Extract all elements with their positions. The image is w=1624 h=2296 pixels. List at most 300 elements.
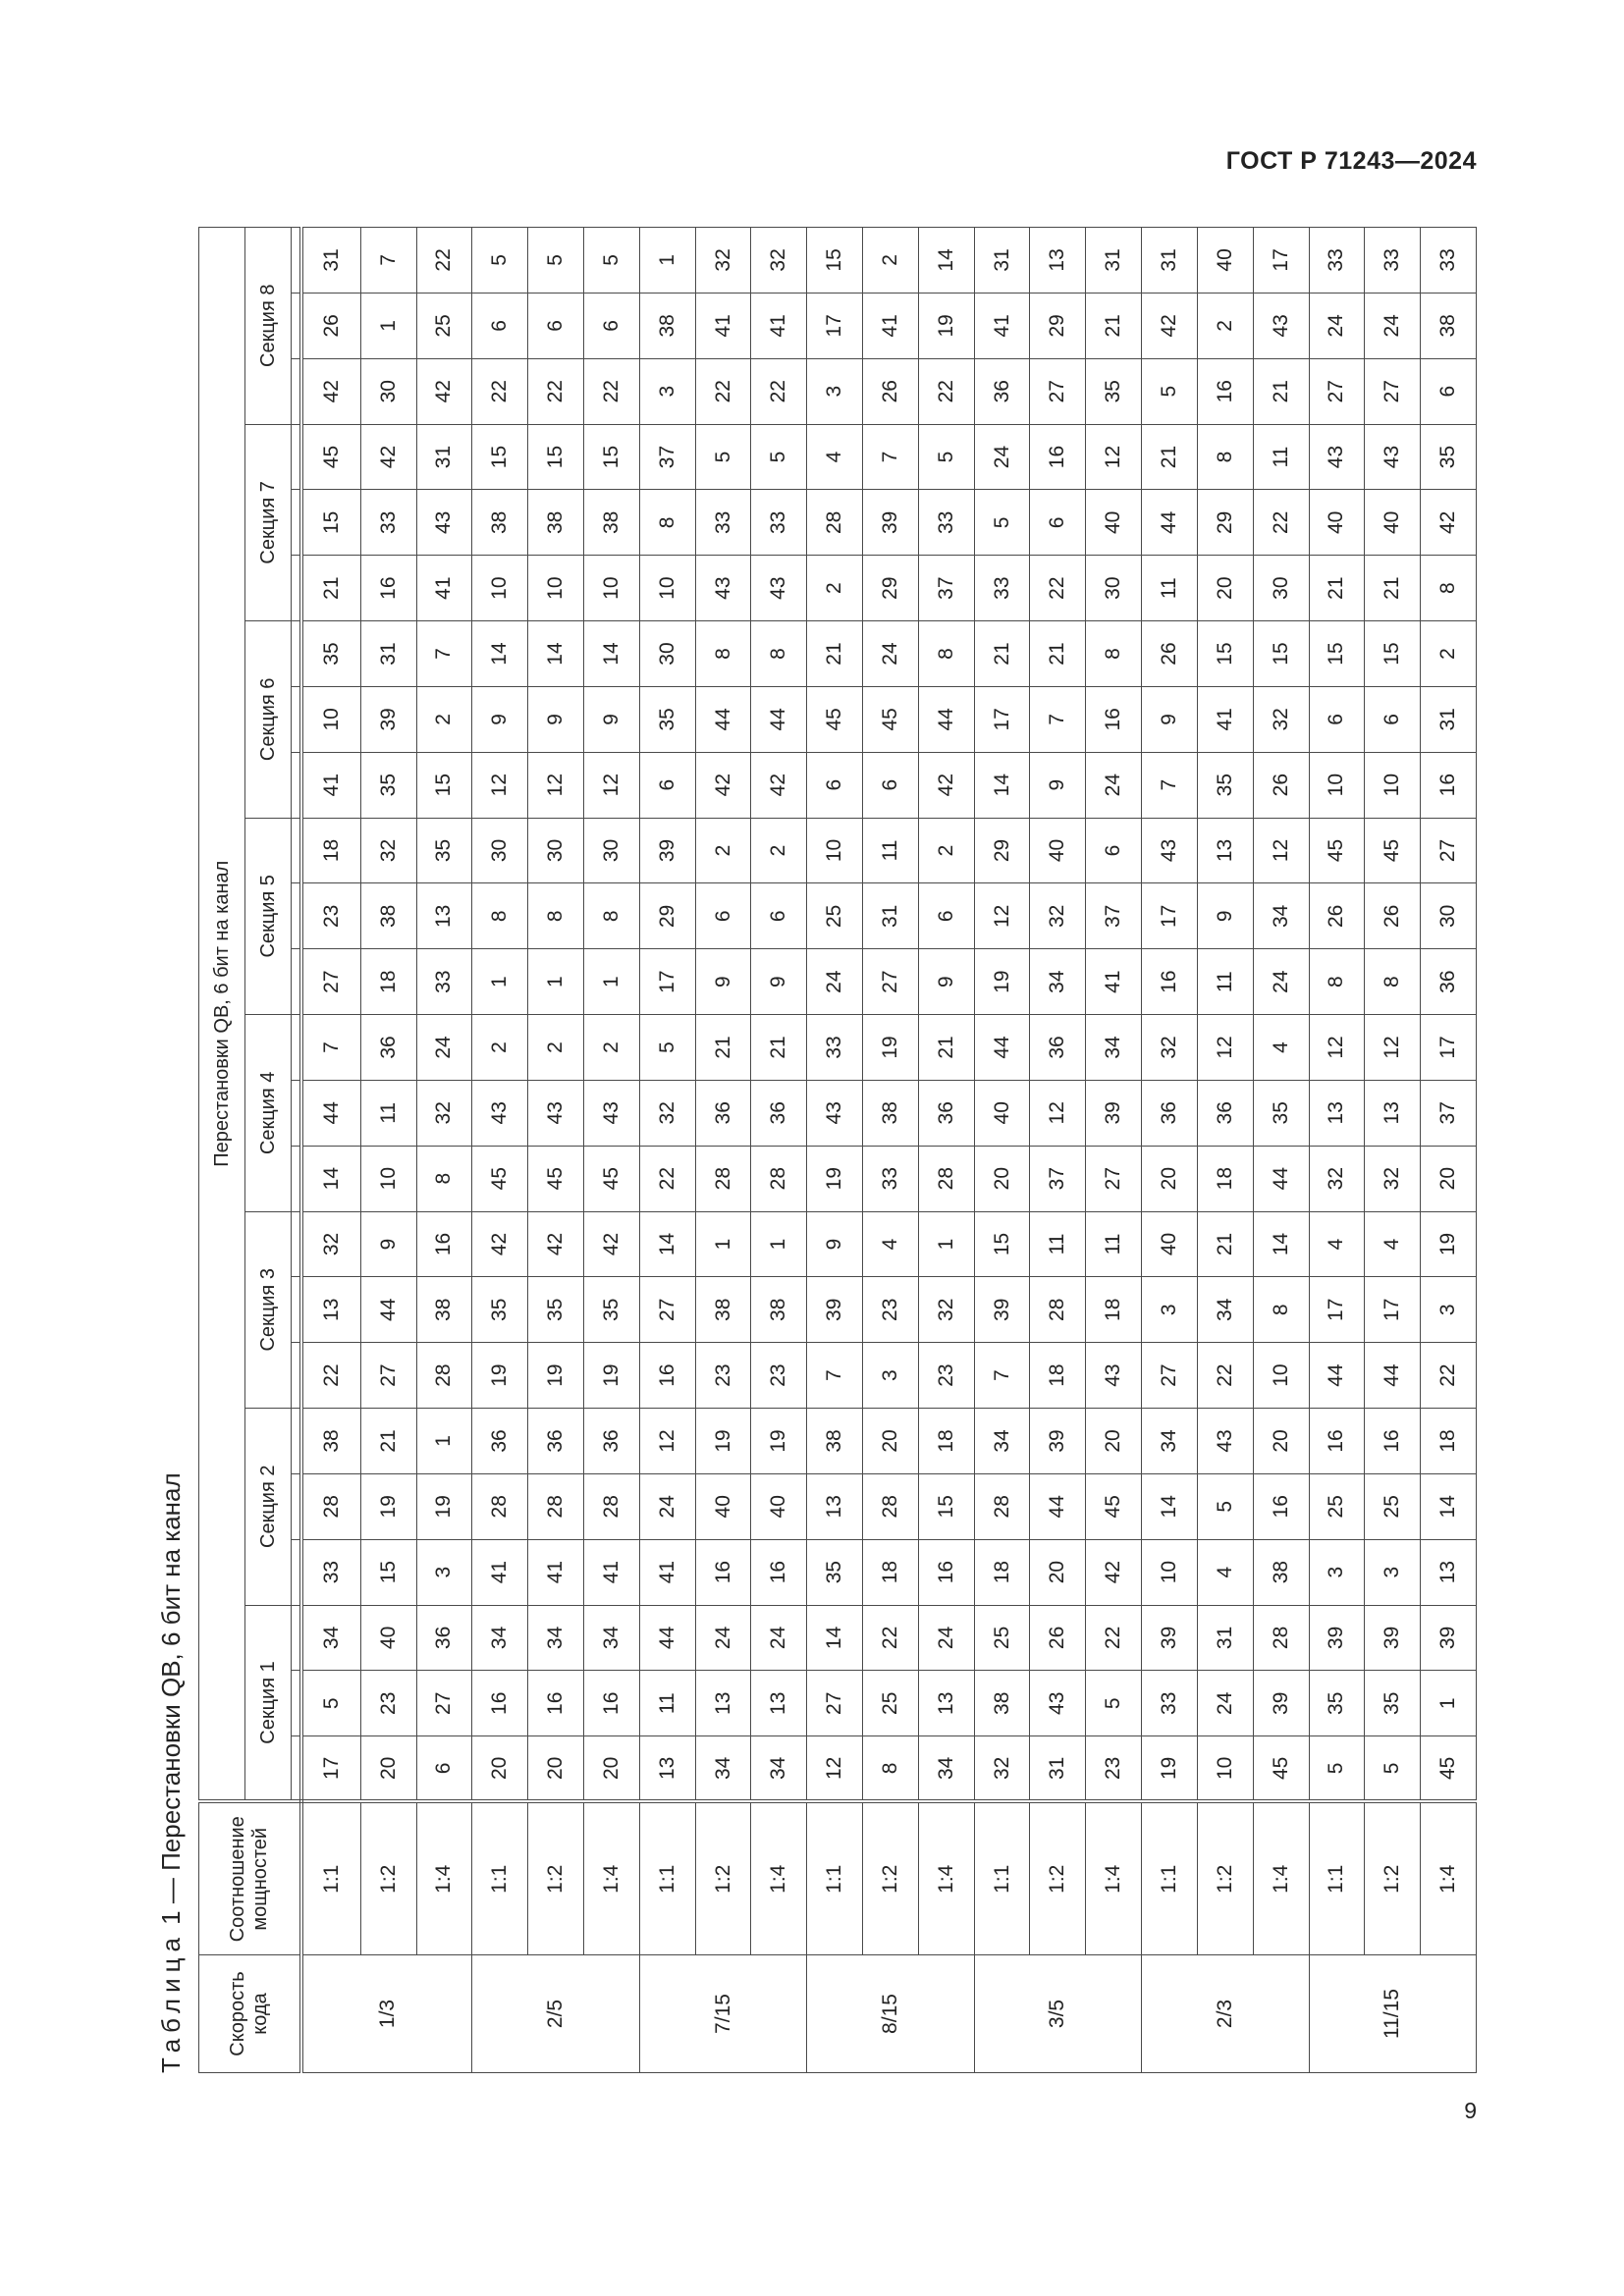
- header-spacer-cell: [292, 358, 302, 424]
- header-section-7: Секция 7: [245, 424, 292, 620]
- permutation-value-cell: 37: [639, 424, 695, 490]
- permutation-value-cell: 40: [1030, 818, 1086, 883]
- permutation-value-cell: 39: [1030, 1409, 1086, 1474]
- table-row: [751, 227, 807, 2072]
- permutation-value-cell: 16: [1030, 424, 1086, 490]
- permutation-value-cell: 36: [583, 1409, 639, 1474]
- permutation-value-cell: 39: [639, 818, 695, 883]
- permutation-value-cell: 15: [918, 1473, 974, 1539]
- permutation-value-cell: 22: [639, 1146, 695, 1211]
- permutation-value-cell: 38: [807, 1409, 863, 1474]
- permutation-value-cell: 16: [1309, 1409, 1365, 1474]
- permutation-value-cell: 15: [360, 1539, 416, 1605]
- permutation-value-cell: 23: [751, 1343, 807, 1409]
- power-ratio-cell: 1:2: [695, 1802, 751, 1955]
- permutation-value-cell: 28: [974, 1473, 1030, 1539]
- power-ratio-cell: 1:4: [416, 1802, 472, 1955]
- header-spacer-cell: [292, 1539, 302, 1605]
- permutation-value-cell: 9: [472, 686, 528, 752]
- permutation-value-cell: 41: [639, 1539, 695, 1605]
- permutation-value-cell: 18: [863, 1539, 919, 1605]
- permutation-value-cell: 26: [1309, 883, 1365, 949]
- permutation-value-cell: 2: [1197, 293, 1253, 358]
- permutation-value-cell: 7: [807, 1343, 863, 1409]
- power-ratio-cell: 1:4: [1421, 1802, 1477, 1955]
- permutation-value-cell: 8: [472, 883, 528, 949]
- permutation-value-cell: 5: [1197, 1473, 1253, 1539]
- permutation-value-cell: 1: [1421, 1671, 1477, 1736]
- permutation-value-cell: 15: [416, 752, 472, 818]
- permutation-value-cell: 29: [639, 883, 695, 949]
- permutation-value-cell: 4: [807, 424, 863, 490]
- permutation-value-cell: 19: [918, 293, 974, 358]
- permutation-value-cell: 30: [360, 358, 416, 424]
- permutation-value-cell: 40: [1197, 227, 1253, 293]
- permutation-value-cell: 39: [807, 1277, 863, 1343]
- permutation-value-cell: 18: [1086, 1277, 1142, 1343]
- header-spacer-cell: [292, 1473, 302, 1539]
- permutation-value-cell: 24: [639, 1473, 695, 1539]
- permutation-value-cell: 6: [751, 883, 807, 949]
- permutation-value-cell: 27: [360, 1343, 416, 1409]
- permutation-value-cell: 28: [301, 1473, 360, 1539]
- permutation-value-cell: 13: [639, 1736, 695, 1802]
- permutation-value-cell: 34: [695, 1736, 751, 1802]
- permutation-value-cell: 12: [1365, 1015, 1421, 1081]
- permutation-value-cell: 27: [1421, 818, 1477, 883]
- permutation-value-cell: 44: [639, 1605, 695, 1671]
- permutation-value-cell: 10: [1309, 752, 1365, 818]
- permutation-value-cell: 43: [416, 490, 472, 556]
- permutation-value-cell: 45: [1253, 1736, 1309, 1802]
- permutation-value-cell: 34: [1253, 883, 1309, 949]
- permutation-value-cell: 32: [1365, 1146, 1421, 1211]
- permutation-value-cell: 23: [863, 1277, 919, 1343]
- permutation-value-cell: 19: [974, 949, 1030, 1015]
- permutation-value-cell: 32: [1030, 883, 1086, 949]
- permutation-value-cell: 39: [1365, 1605, 1421, 1671]
- permutation-value-cell: 43: [1142, 818, 1198, 883]
- permutation-value-cell: 39: [863, 490, 919, 556]
- permutation-value-cell: 42: [472, 1211, 528, 1277]
- permutation-value-cell: 5: [695, 424, 751, 490]
- code-rate-cell: 1/3: [301, 1955, 472, 2073]
- permutation-value-cell: 16: [639, 1343, 695, 1409]
- permutation-value-cell: 21: [1365, 556, 1421, 621]
- table-row: [1197, 227, 1253, 2072]
- permutation-value-cell: 20: [1253, 1409, 1309, 1474]
- permutation-value-cell: 4: [1309, 1211, 1365, 1277]
- permutation-value-cell: 17: [1421, 1015, 1477, 1081]
- permutation-value-cell: 33: [416, 949, 472, 1015]
- permutation-value-cell: 24: [1365, 293, 1421, 358]
- permutation-value-cell: 24: [863, 621, 919, 687]
- permutation-value-cell: 20: [1086, 1409, 1142, 1474]
- permutation-value-cell: 31: [1421, 686, 1477, 752]
- permutation-value-cell: 30: [1086, 556, 1142, 621]
- header-section-8: Секция 8: [245, 227, 292, 424]
- permutation-value-cell: 6: [583, 293, 639, 358]
- permutation-value-cell: 36: [472, 1409, 528, 1474]
- header-spacer-cell: [292, 1277, 302, 1343]
- permutation-value-cell: 41: [751, 293, 807, 358]
- permutation-value-cell: 28: [416, 1343, 472, 1409]
- permutation-value-cell: 44: [1030, 1473, 1086, 1539]
- permutation-value-cell: 17: [1365, 1277, 1421, 1343]
- permutation-value-cell: 41: [301, 752, 360, 818]
- header-spacer-cell: [292, 424, 302, 490]
- permutation-value-cell: 42: [695, 752, 751, 818]
- permutation-value-cell: 43: [1197, 1409, 1253, 1474]
- permutation-value-cell: 17: [807, 293, 863, 358]
- permutation-value-cell: 36: [528, 1409, 584, 1474]
- permutation-value-cell: 33: [1309, 227, 1365, 293]
- permutation-value-cell: 14: [528, 621, 584, 687]
- permutation-value-cell: 8: [1197, 424, 1253, 490]
- permutation-value-cell: 34: [528, 1605, 584, 1671]
- permutation-value-cell: 34: [1197, 1277, 1253, 1343]
- permutation-value-cell: 3: [639, 358, 695, 424]
- permutation-value-cell: 9: [807, 1211, 863, 1277]
- permutation-value-cell: 41: [416, 556, 472, 621]
- permutation-value-cell: 6: [807, 752, 863, 818]
- permutation-value-cell: 11: [360, 1080, 416, 1146]
- permutation-value-cell: 12: [807, 1736, 863, 1802]
- permutation-value-cell: 45: [1421, 1736, 1477, 1802]
- permutation-value-cell: 27: [1309, 358, 1365, 424]
- permutation-value-cell: 31: [416, 424, 472, 490]
- permutation-value-cell: 35: [472, 1277, 528, 1343]
- permutation-value-cell: 12: [528, 752, 584, 818]
- permutation-value-cell: 11: [863, 818, 919, 883]
- permutation-value-cell: 44: [1309, 1343, 1365, 1409]
- permutation-value-cell: 9: [695, 949, 751, 1015]
- permutation-value-cell: 34: [1142, 1409, 1198, 1474]
- permutation-value-cell: 20: [360, 1736, 416, 1802]
- permutation-value-cell: 44: [301, 1080, 360, 1146]
- permutation-value-cell: 22: [1253, 490, 1309, 556]
- permutation-value-cell: 2: [807, 556, 863, 621]
- permutation-value-cell: 40: [695, 1473, 751, 1539]
- permutation-value-cell: 2: [583, 1015, 639, 1081]
- permutation-value-cell: 16: [583, 1671, 639, 1736]
- permutation-value-cell: 4: [863, 1211, 919, 1277]
- permutation-value-cell: 10: [807, 818, 863, 883]
- permutation-value-cell: 42: [583, 1211, 639, 1277]
- permutation-value-cell: 43: [528, 1080, 584, 1146]
- permutation-value-cell: 23: [301, 883, 360, 949]
- permutation-value-cell: 36: [416, 1605, 472, 1671]
- permutation-value-cell: 33: [974, 556, 1030, 621]
- code-rate-cell: 7/15: [639, 1955, 806, 2073]
- permutation-value-cell: 15: [583, 424, 639, 490]
- permutation-value-cell: 31: [1030, 1736, 1086, 1802]
- permutation-value-cell: 1: [583, 949, 639, 1015]
- header-spacer-cell: [292, 1211, 302, 1277]
- table-row: [1309, 227, 1365, 2072]
- permutation-value-cell: 20: [1030, 1539, 1086, 1605]
- permutation-value-cell: 38: [416, 1277, 472, 1343]
- permutation-value-cell: 32: [1142, 1015, 1198, 1081]
- permutation-value-cell: 20: [583, 1736, 639, 1802]
- permutation-value-cell: 19: [528, 1343, 584, 1409]
- permutation-value-cell: 6: [695, 883, 751, 949]
- permutation-value-cell: 25: [974, 1605, 1030, 1671]
- permutation-value-cell: 2: [472, 1015, 528, 1081]
- permutation-value-cell: 18: [918, 1409, 974, 1474]
- permutation-value-cell: 28: [918, 1146, 974, 1211]
- permutation-value-cell: 36: [1142, 1080, 1198, 1146]
- permutation-value-cell: 15: [807, 227, 863, 293]
- header-spacer-cell: [292, 686, 302, 752]
- power-ratio-cell: 1:4: [1253, 1802, 1309, 1955]
- permutation-value-cell: 3: [1421, 1277, 1477, 1343]
- permutation-value-cell: 9: [1030, 752, 1086, 818]
- permutation-value-cell: 30: [528, 818, 584, 883]
- permutation-value-cell: 15: [472, 424, 528, 490]
- permutation-value-cell: 44: [974, 1015, 1030, 1081]
- header-permutations: Перестановки QB, 6 бит на канал: [199, 227, 245, 1801]
- permutation-value-cell: 5: [974, 490, 1030, 556]
- permutation-value-cell: 22: [695, 358, 751, 424]
- permutation-value-cell: 32: [918, 1277, 974, 1343]
- permutation-value-cell: 45: [301, 424, 360, 490]
- permutation-value-cell: 31: [360, 621, 416, 687]
- permutation-value-cell: 14: [1421, 1473, 1477, 1539]
- permutation-value-cell: 35: [1309, 1671, 1365, 1736]
- permutation-value-cell: 45: [1086, 1473, 1142, 1539]
- code-rate-cell: 3/5: [974, 1955, 1141, 2073]
- permutation-value-cell: 43: [751, 556, 807, 621]
- permutation-value-cell: 8: [639, 490, 695, 556]
- permutation-value-cell: 22: [301, 1343, 360, 1409]
- permutation-value-cell: 42: [416, 358, 472, 424]
- permutation-value-cell: 7: [360, 227, 416, 293]
- permutation-value-cell: 8: [863, 1736, 919, 1802]
- header-spacer-cell: [292, 1736, 302, 1802]
- permutation-value-cell: 21: [751, 1015, 807, 1081]
- permutation-value-cell: 1: [918, 1211, 974, 1277]
- permutation-value-cell: 24: [695, 1605, 751, 1671]
- permutation-value-cell: 25: [1309, 1473, 1365, 1539]
- table-row: [1030, 227, 1086, 2072]
- permutation-value-cell: 6: [528, 293, 584, 358]
- permutation-value-cell: 17: [1142, 883, 1198, 949]
- permutation-value-cell: 33: [863, 1146, 919, 1211]
- permutation-value-cell: 5: [583, 227, 639, 293]
- permutation-value-cell: 6: [416, 1736, 472, 1802]
- permutation-value-cell: 18: [360, 949, 416, 1015]
- header-section-2: Секция 2: [245, 1409, 292, 1605]
- permutation-value-cell: 44: [1253, 1146, 1309, 1211]
- permutation-value-cell: 38: [639, 293, 695, 358]
- permutation-value-cell: 2: [918, 818, 974, 883]
- permutation-value-cell: 36: [1197, 1080, 1253, 1146]
- permutation-value-cell: 10: [1365, 752, 1421, 818]
- permutation-value-cell: 35: [1086, 358, 1142, 424]
- permutation-value-cell: 16: [1365, 1409, 1421, 1474]
- permutation-value-cell: 42: [360, 424, 416, 490]
- code-rate-cell: 8/15: [807, 1955, 974, 2073]
- permutation-value-cell: 5: [1142, 358, 1198, 424]
- permutation-value-cell: 8: [1086, 621, 1142, 687]
- header-spacer-cell: [292, 1671, 302, 1736]
- permutation-value-cell: 24: [1309, 293, 1365, 358]
- permutation-value-cell: 41: [1086, 949, 1142, 1015]
- permutation-value-cell: 16: [528, 1671, 584, 1736]
- permutation-value-cell: 22: [528, 358, 584, 424]
- permutation-value-cell: 34: [751, 1736, 807, 1802]
- power-ratio-cell: 1:2: [1197, 1802, 1253, 1955]
- header-spacer-cell: [292, 1146, 302, 1211]
- permutation-value-cell: 20: [863, 1409, 919, 1474]
- permutation-value-cell: 19: [695, 1409, 751, 1474]
- permutation-value-cell: 45: [807, 686, 863, 752]
- permutation-value-cell: 17: [1253, 227, 1309, 293]
- permutation-value-cell: 32: [301, 1211, 360, 1277]
- table-row: [1086, 227, 1142, 2072]
- permutation-value-cell: 28: [751, 1146, 807, 1211]
- permutation-value-cell: 13: [1365, 1080, 1421, 1146]
- permutation-value-cell: 39: [1086, 1080, 1142, 1146]
- permutation-value-cell: 2: [695, 818, 751, 883]
- permutation-value-cell: 1: [416, 1409, 472, 1474]
- permutation-value-cell: 35: [1421, 424, 1477, 490]
- permutation-value-cell: 18: [974, 1539, 1030, 1605]
- permutation-value-cell: 19: [1142, 1736, 1198, 1802]
- permutation-value-cell: 11: [1086, 1211, 1142, 1277]
- permutation-value-cell: 32: [1253, 686, 1309, 752]
- permutation-value-cell: 33: [807, 1015, 863, 1081]
- permutation-value-cell: 10: [528, 556, 584, 621]
- permutation-value-cell: 43: [695, 556, 751, 621]
- permutation-value-cell: 27: [639, 1277, 695, 1343]
- permutation-value-cell: 38: [863, 1080, 919, 1146]
- permutation-value-cell: 45: [1365, 818, 1421, 883]
- permutation-value-cell: 43: [1253, 293, 1309, 358]
- permutation-value-cell: 10: [583, 556, 639, 621]
- permutation-value-cell: 4: [1365, 1211, 1421, 1277]
- permutation-value-cell: 34: [974, 1409, 1030, 1474]
- permutation-value-cell: 17: [639, 949, 695, 1015]
- header-spacer-cell: [292, 1605, 302, 1671]
- permutation-value-cell: 37: [1030, 1146, 1086, 1211]
- permutation-value-cell: 21: [1253, 358, 1309, 424]
- permutation-value-cell: 19: [472, 1343, 528, 1409]
- permutation-value-cell: 21: [1309, 556, 1365, 621]
- permutation-value-cell: 20: [974, 1146, 1030, 1211]
- permutation-value-cell: 27: [1365, 358, 1421, 424]
- header-section-6: Секция 6: [245, 621, 292, 818]
- table-row: [807, 227, 863, 2072]
- permutation-value-cell: 33: [1365, 227, 1421, 293]
- permutation-value-cell: 35: [1365, 1671, 1421, 1736]
- permutation-value-cell: 14: [974, 752, 1030, 818]
- power-ratio-cell: 1:2: [528, 1802, 584, 1955]
- permutation-value-cell: 22: [751, 358, 807, 424]
- permutation-value-cell: 9: [360, 1211, 416, 1277]
- permutation-value-cell: 1: [639, 227, 695, 293]
- permutation-value-cell: 12: [639, 1409, 695, 1474]
- code-rate-cell: 2/3: [1142, 1955, 1309, 2073]
- permutation-value-cell: 32: [974, 1736, 1030, 1802]
- permutation-value-cell: 5: [918, 424, 974, 490]
- permutation-value-cell: 26: [1365, 883, 1421, 949]
- permutation-value-cell: 28: [1030, 1277, 1086, 1343]
- header-spacer-cell: [292, 1409, 302, 1474]
- permutation-value-cell: 13: [1030, 227, 1086, 293]
- permutation-value-cell: 18: [1197, 1146, 1253, 1211]
- permutation-value-cell: 39: [1142, 1605, 1198, 1671]
- permutation-value-cell: 16: [416, 1211, 472, 1277]
- power-ratio-cell: 1:4: [1086, 1802, 1142, 1955]
- code-rate-cell: 2/5: [472, 1955, 639, 2073]
- power-ratio-cell: 1:2: [863, 1802, 919, 1955]
- permutation-value-cell: 4: [1197, 1539, 1253, 1605]
- permutation-value-cell: 19: [583, 1343, 639, 1409]
- permutation-value-cell: 42: [1086, 1539, 1142, 1605]
- permutation-value-cell: 29: [863, 556, 919, 621]
- permutation-value-cell: 15: [301, 490, 360, 556]
- permutation-value-cell: 29: [1030, 293, 1086, 358]
- permutation-value-cell: 26: [863, 358, 919, 424]
- permutation-value-cell: 31: [301, 227, 360, 293]
- permutation-value-cell: 24: [416, 1015, 472, 1081]
- header-spacer-cell: [292, 1343, 302, 1409]
- permutation-value-cell: 35: [583, 1277, 639, 1343]
- rotated-table-container: [147, 228, 1483, 2073]
- permutation-value-cell: 2: [751, 818, 807, 883]
- permutation-value-cell: 3: [416, 1539, 472, 1605]
- permutation-value-cell: 2: [863, 227, 919, 293]
- table-caption: [147, 1472, 194, 2073]
- permutation-value-cell: 6: [918, 883, 974, 949]
- permutation-value-cell: 15: [1197, 621, 1253, 687]
- permutation-value-cell: 32: [751, 227, 807, 293]
- permutation-value-cell: 14: [807, 1605, 863, 1671]
- header-section-3: Секция 3: [245, 1211, 292, 1408]
- table-row: [974, 227, 1030, 2072]
- permutation-value-cell: 16: [751, 1539, 807, 1605]
- permutation-value-cell: 35: [360, 752, 416, 818]
- power-ratio-cell: 1:4: [751, 1802, 807, 1955]
- permutation-value-cell: 8: [528, 883, 584, 949]
- permutation-value-cell: 43: [1086, 1343, 1142, 1409]
- permutation-value-cell: 3: [1365, 1539, 1421, 1605]
- permutation-value-cell: 23: [695, 1343, 751, 1409]
- permutation-value-cell: 8: [918, 621, 974, 687]
- permutation-value-cell: 35: [528, 1277, 584, 1343]
- permutation-value-cell: 35: [807, 1539, 863, 1605]
- permutation-value-cell: 1: [472, 949, 528, 1015]
- permutation-value-cell: 22: [472, 358, 528, 424]
- permutation-value-cell: 34: [583, 1605, 639, 1671]
- power-ratio-cell: 1:1: [1142, 1802, 1198, 1955]
- permutation-value-cell: 44: [751, 686, 807, 752]
- permutation-value-cell: 33: [301, 1539, 360, 1605]
- permutation-value-cell: 24: [974, 424, 1030, 490]
- permutation-value-cell: 12: [1253, 818, 1309, 883]
- permutation-value-cell: 42: [1421, 490, 1477, 556]
- permutation-value-cell: 27: [1030, 358, 1086, 424]
- permutation-value-cell: 40: [1309, 490, 1365, 556]
- permutation-value-cell: 10: [360, 1146, 416, 1211]
- permutation-value-cell: 24: [1197, 1671, 1253, 1736]
- permutation-value-cell: 35: [301, 621, 360, 687]
- permutation-value-cell: 24: [1253, 949, 1309, 1015]
- header-spacer-cell: [292, 293, 302, 358]
- permutation-value-cell: 11: [1142, 556, 1198, 621]
